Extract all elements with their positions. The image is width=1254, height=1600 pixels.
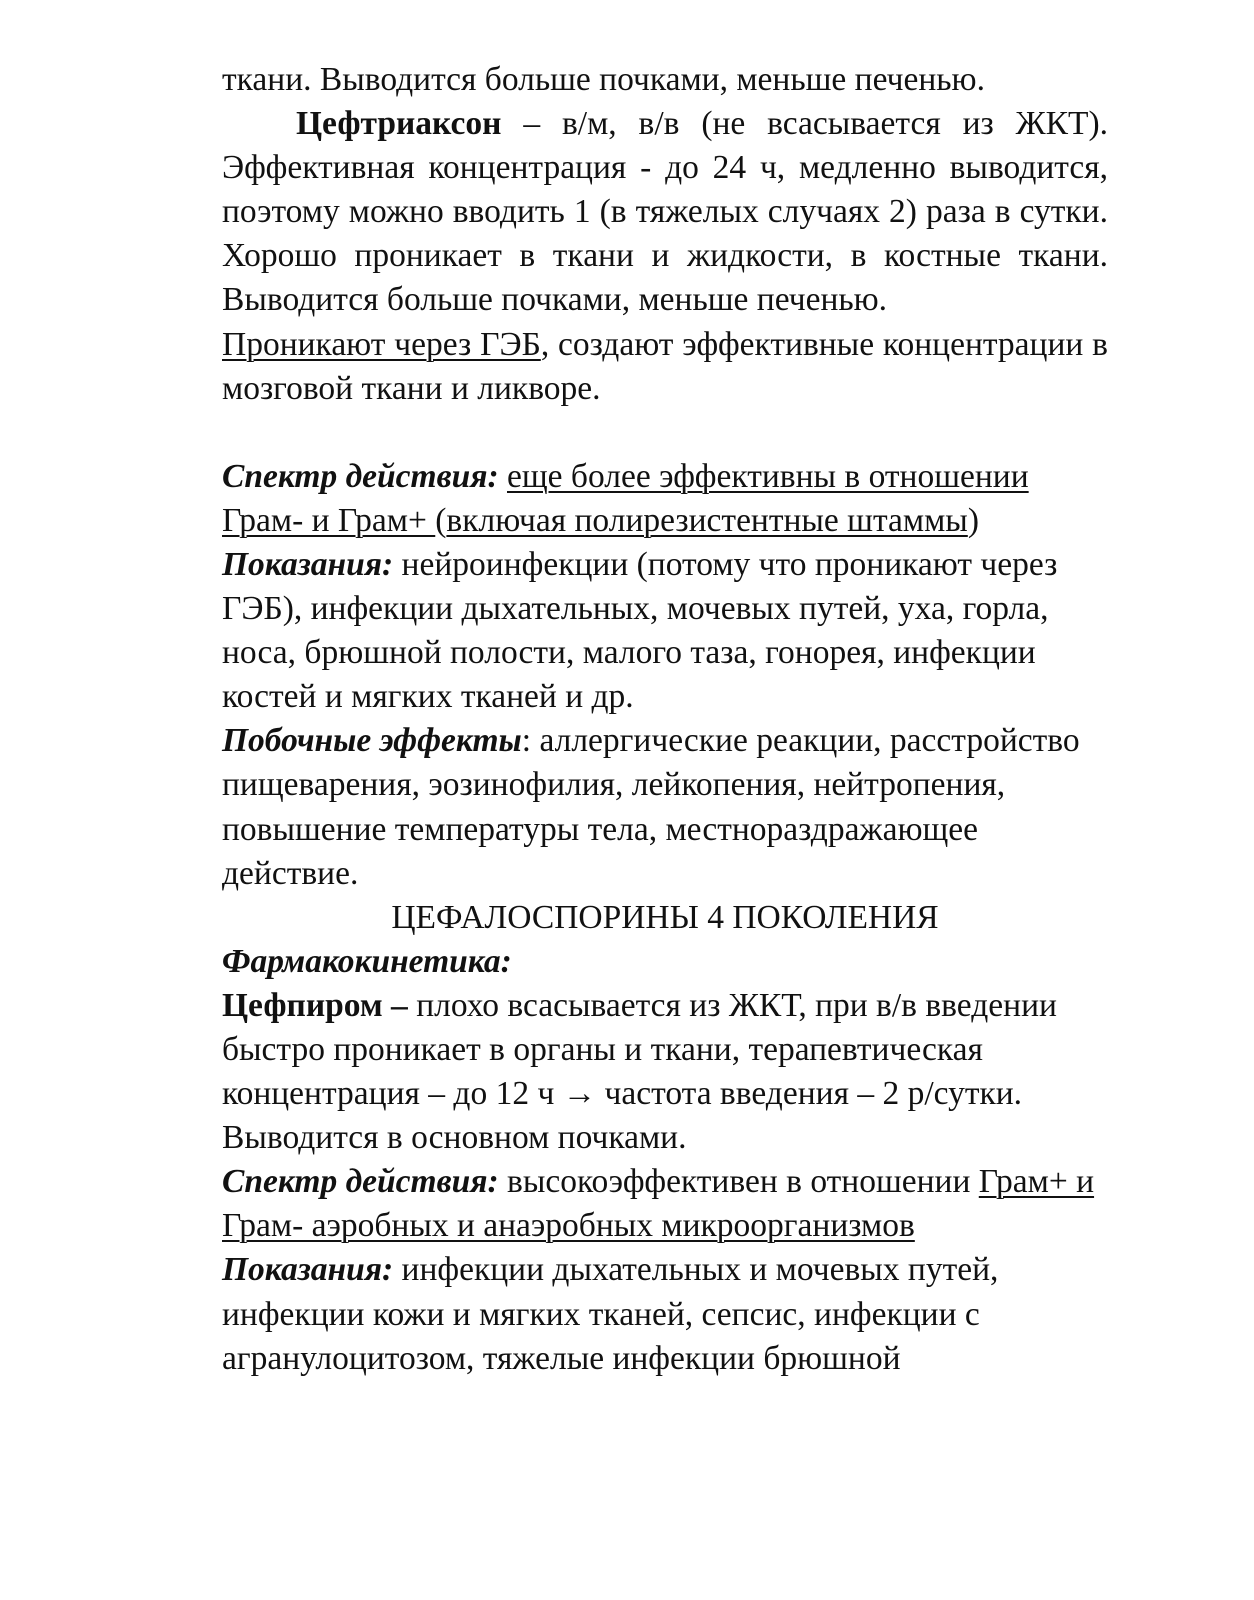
paragraph-indications-3gen: Показания: нейроинфекции (потому что проникают через ГЭБ), инфекции дыхательных, мочевых путей, уха, горла, носа, брюшной полости, малого таза, гонорея, инфекции костей и мягких тканей и др.	[222, 545, 1058, 716]
paragraph-continuation: ткани. Выводится больше почками, меньше печенью.	[222, 61, 985, 98]
label-indications: Показания:	[222, 545, 394, 583]
paragraph-ceftriaxone: Цефтриаксон – в/м, в/в (не всасывается из ЖКТ). Эффективная концентрация - до 24 ч, медленно выводится, поэтому можно вводить 1 (в тяжелых случаях 2) раза в сутки. Хорошо проникает в ткани и жидкости, в костные ткани. Выводится больше почками, меньше печенью.	[222, 105, 1108, 319]
label-side-effects: Побочные эффекты	[222, 722, 522, 760]
label-spectrum: Спектр действия:	[222, 1163, 499, 1201]
document-page	[222, 58, 1108, 1381]
paragraph-side-effects: Побочные эффекты: аллергические реакции, расстройство пищеварения, эозинофилия, лейкопения, нейтропения, повышение температуры тела, местнораздражающее действие.	[222, 722, 1080, 892]
paragraph-spectrum-3gen: Спектр действия: еще более эффективны в отношении Грам- и Грам+ (включая полирезистентные штаммы)	[222, 457, 1029, 539]
underlined-bbb: Проникают через ГЭБ	[222, 325, 541, 363]
label-indications: Показания:	[222, 1251, 394, 1289]
paragraph-pharmacokinetics-label	[222, 940, 1108, 984]
drug-name-ceftriaxone: Цефтриаксон	[296, 105, 502, 143]
drug-name-cefpirome: Цефпиром –	[222, 986, 408, 1024]
paragraph-bbb-penetration: Проникают через ГЭБ, создают эффективные концентрации в мозговой ткани и ликворе.	[222, 325, 1109, 407]
blank-line	[222, 411, 1108, 455]
paragraph-cefpirome: Цефпиром – плохо всасывается из ЖКТ, при в/в введении быстро проникает в органы и ткани, терапевтическая концентрация – до 12 ч → частота введения – 2 р/сутки. Выводится в основном почками.	[222, 986, 1057, 1157]
paragraph-spectrum-4gen: Спектр действия: высокоэффективен в отношении Грам+ и Грам- аэробных и анаэробных микроорганизмов	[222, 1163, 1095, 1245]
section-heading: ЦЕФАЛОСПОРИНЫ 4 ПОКОЛЕНИЯ	[391, 898, 939, 936]
label-spectrum: Спектр действия:	[222, 457, 499, 495]
paragraph-indications-4gen: Показания: инфекции дыхательных и мочевых путей, инфекции кожи и мягких тканей, сепсис, инфекции с агранулоцитозом, тяжелые инфекции брюшной	[222, 1251, 999, 1377]
label-pharmacokinetics: Фармакокинетика:	[222, 942, 512, 980]
